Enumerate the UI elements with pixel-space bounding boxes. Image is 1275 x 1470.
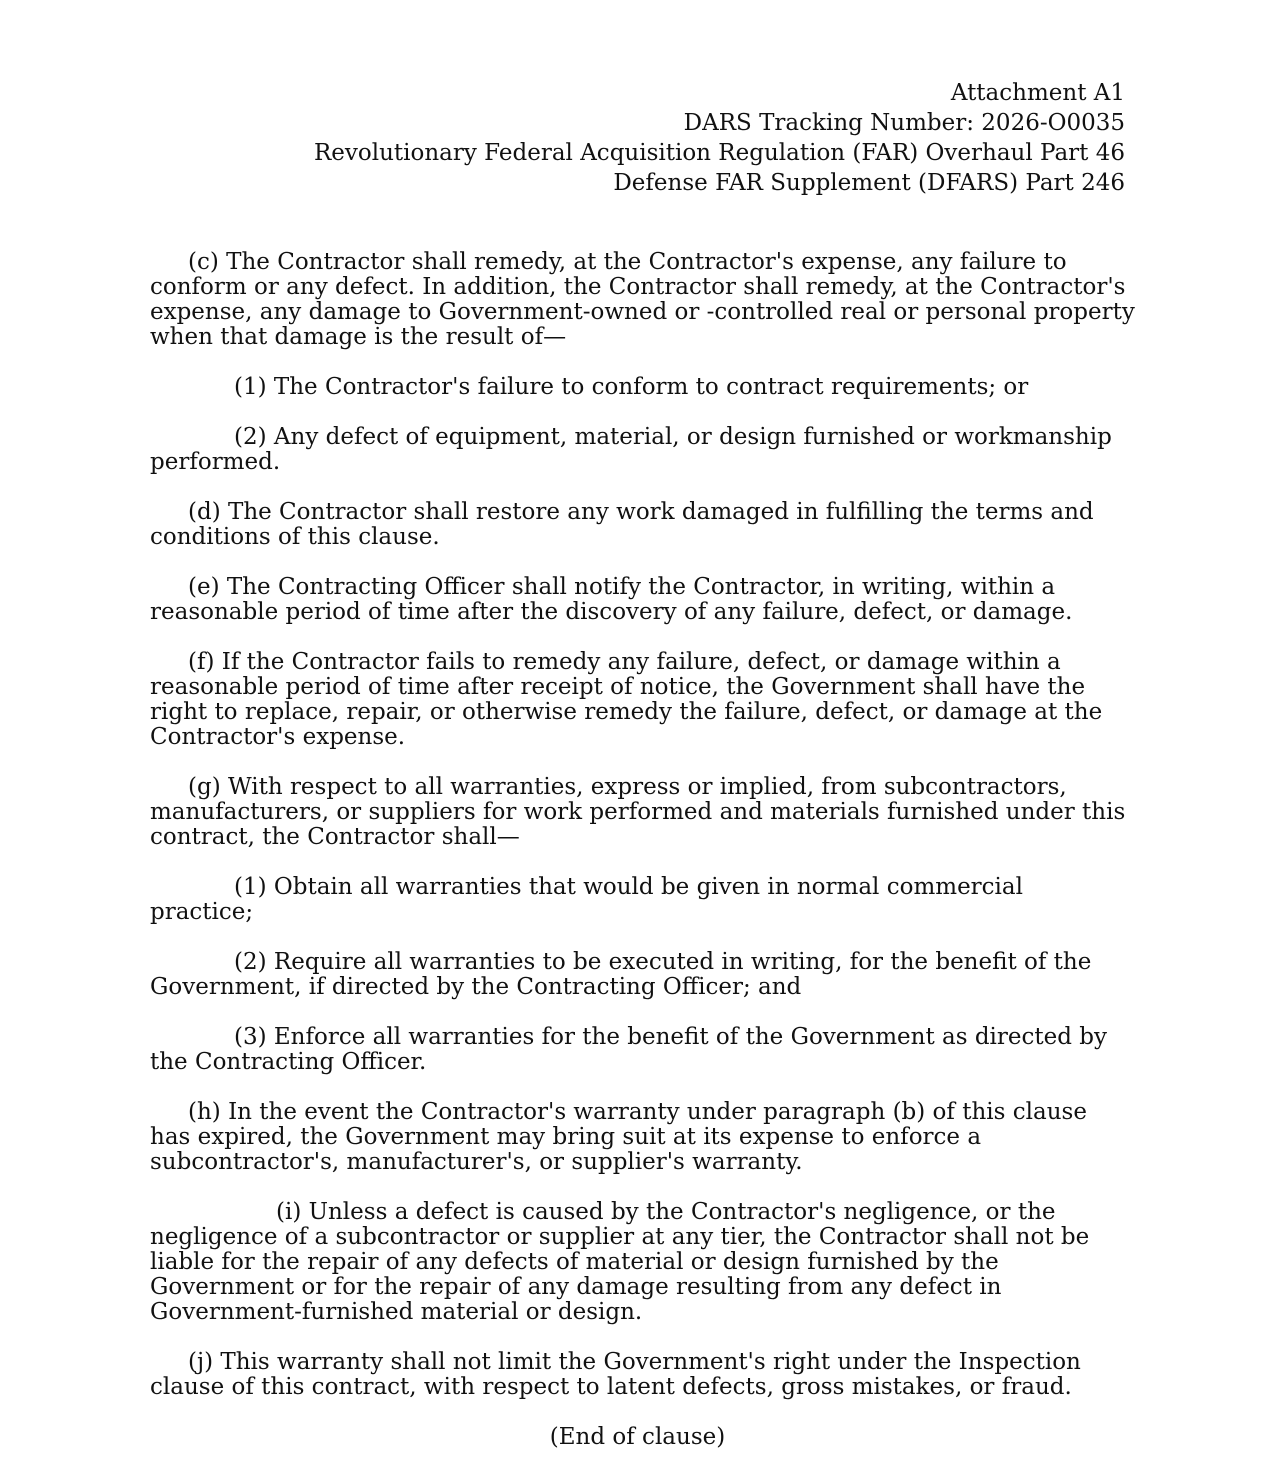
paragraph-line: (c) The Contractor shall remedy, at the Contractor's expense, any failure to: [188, 249, 1067, 275]
paragraph-line: when that damage is the result of—: [150, 324, 567, 350]
paragraph-c: [150, 249, 1135, 350]
header-dfars-part: Defense FAR Supplement (DFARS) Part 246: [613, 170, 1125, 196]
paragraph-line: (f) If the Contractor fails to remedy any failure, defect, or damage within a: [188, 649, 1061, 675]
paragraph-line: practice;: [150, 899, 254, 925]
paragraph-line: (i) Unless a defect is caused by the Contractor's negligence, or the: [276, 1199, 1056, 1225]
page-header: [314, 78, 1125, 198]
paragraph-line: reasonable period of time after the discovery of any failure, defect, or damage.: [150, 599, 1073, 625]
paragraph-line: (2) Require all warranties to be executed in writing, for the benefit of the: [234, 949, 1092, 975]
paragraph-line: reasonable period of time after receipt of notice, the Government shall have the: [150, 674, 1086, 700]
paragraph-line: expense, any damage to Government-owned or -controlled real or personal property: [150, 299, 1135, 325]
header-attachment: Attachment A1: [950, 80, 1125, 106]
paragraph-line: performed.: [150, 449, 281, 475]
paragraph-line: conditions of this clause.: [150, 524, 440, 550]
paragraph-line: Contractor's expense.: [150, 724, 406, 750]
paragraph-line: (e) The Contracting Officer shall notify the Contractor, in writing, within a: [188, 574, 1056, 600]
paragraph-line: manufacturers, or suppliers for work performed and materials furnished under this: [150, 799, 1126, 825]
clause-body: [150, 249, 1135, 1450]
paragraph-line: (j) This warranty shall not limit the Government's right under the Inspection: [188, 1349, 1081, 1375]
paragraph-g-1: [150, 875, 1125, 925]
paragraph-c-1: [150, 375, 1125, 400]
paragraph-i: [150, 1200, 1125, 1325]
paragraph-line: right to replace, repair, or otherwise remedy the failure, defect, or damage at the: [150, 699, 1103, 725]
paragraph-line: the Contracting Officer.: [150, 1049, 427, 1075]
paragraph-d: [150, 500, 1125, 550]
paragraph-c-2: [150, 425, 1125, 475]
end-of-clause: (End of clause): [549, 1424, 726, 1450]
paragraph-line: (h) In the event the Contractor's warranty under paragraph (b) of this clause: [188, 1099, 1087, 1125]
paragraph-e: [150, 575, 1125, 625]
paragraph-line: conform or any defect. In addition, the Contractor shall remedy, at the Contractor's: [150, 274, 1126, 300]
paragraph-line: clause of this contract, with respect to latent defects, gross mistakes, or fraud.: [150, 1374, 1072, 1400]
paragraph-line: has expired, the Government may bring suit at its expense to enforce a: [150, 1124, 982, 1150]
paragraph-line: Government or for the repair of any damage resulting from any defect in: [150, 1274, 1002, 1300]
paragraph-g-2: [150, 950, 1125, 1000]
paragraph-line: Government, if directed by the Contracting Officer; and: [150, 974, 802, 1000]
paragraph-line: (2) Any defect of equipment, material, or design furnished or workmanship: [234, 424, 1112, 450]
paragraph-j: [150, 1350, 1125, 1400]
paragraph-g-3: [150, 1025, 1125, 1075]
header-tracking-number: DARS Tracking Number: 2026-O0035: [683, 110, 1125, 136]
paragraph-line: (1) Obtain all warranties that would be given in normal commercial: [234, 874, 1023, 900]
header-far-part: Revolutionary Federal Acquisition Regulation (FAR) Overhaul Part 46: [313, 140, 1125, 166]
paragraph-h: [150, 1100, 1125, 1175]
paragraph-line: contract, the Contractor shall—: [150, 824, 520, 850]
paragraph-g: [150, 775, 1125, 850]
paragraph-line: subcontractor's, manufacturer's, or supplier's warranty.: [150, 1149, 803, 1175]
paragraph-f: [150, 650, 1125, 750]
paragraph-line: Government-furnished material or design.: [150, 1299, 643, 1325]
paragraph-line: (g) With respect to all warranties, express or implied, from subcontractors,: [188, 774, 1067, 800]
paragraph-line: (d) The Contractor shall restore any work damaged in fulfilling the terms and: [188, 499, 1094, 525]
paragraph-line: (3) Enforce all warranties for the benefit of the Government as directed by: [234, 1024, 1107, 1050]
paragraph-line: negligence of a subcontractor or supplier at any tier, the Contractor shall not be: [150, 1224, 1090, 1250]
paragraph-line: (1) The Contractor's failure to conform to contract requirements; or: [234, 374, 1029, 400]
paragraph-line: liable for the repair of any defects of material or design furnished by the: [150, 1249, 999, 1275]
